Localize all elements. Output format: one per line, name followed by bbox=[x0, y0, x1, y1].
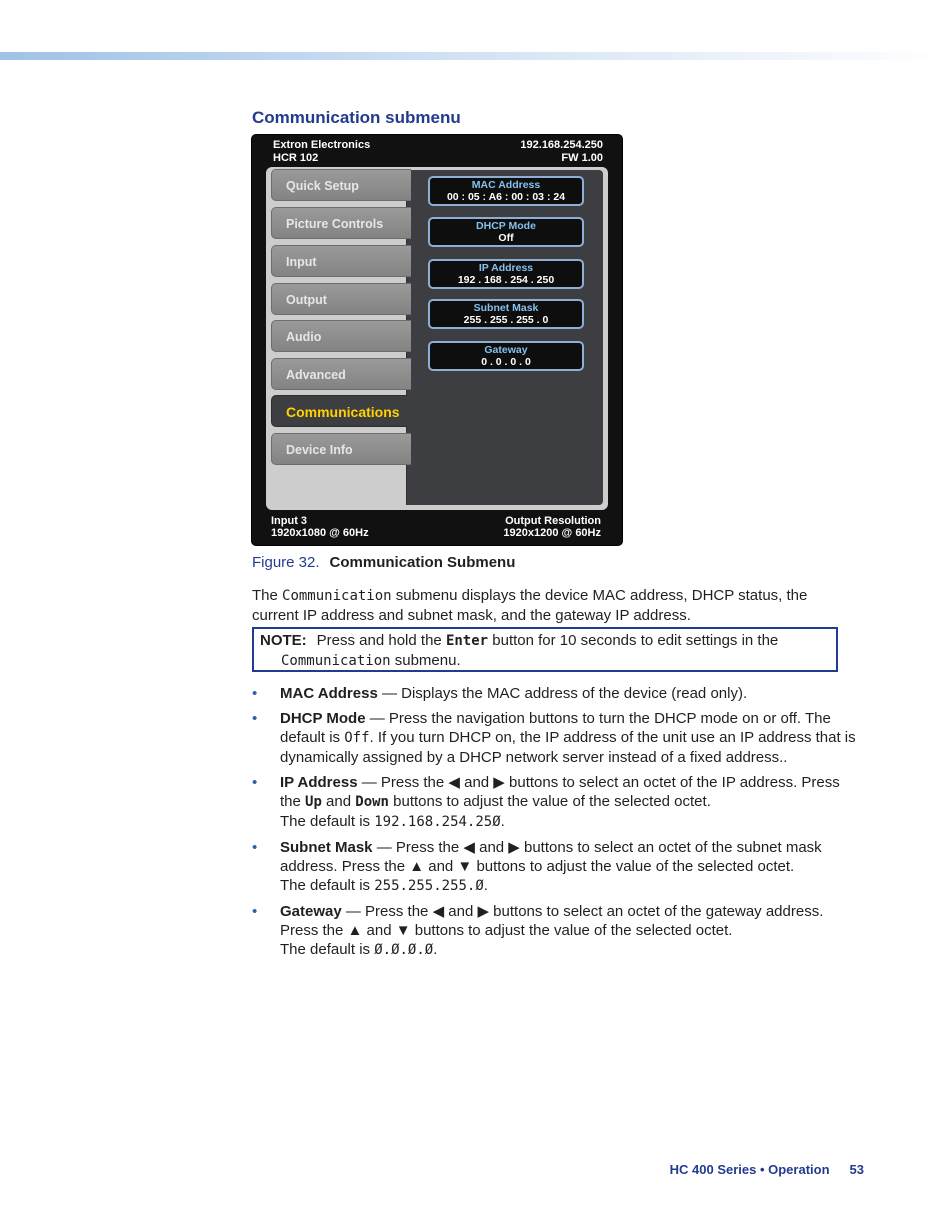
bullet-text: — Press the navigation buttons to turn the DHCP mode on or off. The default is bbox=[280, 710, 831, 746]
bullet-default-post: . bbox=[433, 941, 438, 958]
bullet-term: DHCP Mode bbox=[280, 710, 366, 727]
osd-fw: FW 1.00 bbox=[561, 151, 603, 164]
bullet-default-label: The default is bbox=[280, 877, 375, 894]
bullet-text: — Press the ◀ and ▶ buttons to select an octet of the subnet mask address. Press the ▲ and ▼ buttons to adjust the value of the selected octet. bbox=[280, 839, 822, 875]
bullet-subnet-mask bbox=[252, 838, 864, 896]
header-band bbox=[0, 52, 950, 60]
osd-menu-panel bbox=[266, 167, 608, 510]
osd-input-label: Input 3 bbox=[271, 515, 308, 527]
bullet-default-value: Ø.Ø.Ø.Ø bbox=[374, 942, 434, 958]
subnet-mask-field[interactable] bbox=[428, 299, 584, 329]
footer-series: HC 400 Series • Operation bbox=[669, 1162, 830, 1177]
field-label: IP Address bbox=[478, 262, 534, 274]
bullet-dot-icon: • bbox=[252, 710, 258, 727]
bullet-ip-address bbox=[252, 773, 864, 832]
menu-item-input[interactable]: Input bbox=[271, 245, 411, 277]
gateway-field[interactable] bbox=[428, 341, 584, 371]
figure-number: Figure 32. bbox=[252, 554, 320, 571]
bullet-default-label: The default is bbox=[280, 813, 375, 830]
osd-screen bbox=[252, 135, 622, 545]
field-value: 192 . 168 . 254 . 250 bbox=[457, 274, 555, 286]
osd-brand: Extron Electronics bbox=[273, 139, 371, 151]
bullet-dot-icon: • bbox=[252, 774, 258, 791]
bullet-mac-address bbox=[252, 684, 864, 703]
note-label: NOTE: bbox=[260, 632, 307, 649]
osd-ip: 192.168.254.250 bbox=[520, 139, 603, 151]
bullet-code-down: Down bbox=[355, 794, 389, 810]
intro-pre: The bbox=[252, 587, 283, 604]
bullet-text: — Press the ◀ and ▶ buttons to select an octet of the IP address. Press the bbox=[280, 774, 840, 810]
note-code-enter: Enter bbox=[445, 633, 489, 649]
osd-header-left bbox=[273, 139, 370, 164]
bullet-text: — Press the ◀ and ▶ buttons to select an octet of the gateway address. Press the ▲ and ▼ buttons to adjust the value of the selected octet. bbox=[280, 903, 824, 939]
field-value: 0 . 0 . 0 . 0 bbox=[481, 356, 531, 368]
bullet-code-up: Up bbox=[305, 794, 322, 810]
bullet-term: MAC Address bbox=[280, 685, 378, 702]
bullet-term: Gateway bbox=[280, 903, 342, 920]
intro-post: submenu displays the device MAC address, DHCP status, the current IP address and subnet mask, and the gateway IP address. bbox=[252, 587, 808, 624]
menu-item-picture-controls[interactable]: Picture Controls bbox=[271, 207, 411, 239]
menu-item-output[interactable]: Output bbox=[271, 283, 411, 315]
osd-output-label: Output Resolution bbox=[505, 515, 601, 527]
bullet-text: . If you turn DHCP on, the IP address of the unit use an IP address that is dynamically assigned by a DHCP network server instead of a fixed address.. bbox=[280, 729, 856, 766]
field-value: 00 : 05 : A6 : 00 : 03 : 24 bbox=[446, 191, 566, 203]
bullet-dot-icon: • bbox=[252, 685, 258, 702]
bullet-term: IP Address bbox=[280, 774, 358, 791]
osd-footer-input bbox=[271, 515, 369, 539]
osd-footer-output bbox=[503, 515, 601, 539]
section-title: Communication submenu bbox=[252, 108, 461, 127]
note-mid: button for 10 seconds to edit settings in the bbox=[488, 632, 779, 649]
bullet-dot-icon: • bbox=[252, 839, 258, 856]
field-value: Off bbox=[498, 232, 514, 244]
bullet-default-post: . bbox=[500, 813, 505, 830]
figure-title: Communication Submenu bbox=[329, 554, 516, 571]
note-pre: Press and hold the bbox=[316, 632, 446, 649]
osd-header-right bbox=[520, 139, 603, 164]
note-box bbox=[252, 627, 838, 672]
dhcp-mode-field[interactable] bbox=[428, 217, 584, 247]
bullet-dot-icon: • bbox=[252, 903, 258, 920]
field-label: DHCP Mode bbox=[476, 220, 536, 232]
page-footer bbox=[670, 1162, 864, 1177]
osd-input-resolution: 1920x1080 @ 60Hz bbox=[271, 527, 369, 539]
menu-item-communications[interactable]: Communications bbox=[271, 395, 407, 427]
menu-item-quick-setup[interactable]: Quick Setup bbox=[271, 169, 411, 201]
mac-address-field[interactable] bbox=[428, 176, 584, 206]
bullet-default-value: 255.255.255.Ø bbox=[374, 878, 484, 894]
bullet-gateway bbox=[252, 902, 864, 960]
menu-item-audio[interactable]: Audio bbox=[271, 320, 411, 352]
osd-content-pane bbox=[406, 170, 603, 505]
bullet-text: buttons to adjust the value of the selected octet. bbox=[388, 793, 711, 810]
bullet-code: Off bbox=[344, 730, 370, 746]
field-label: Subnet Mask bbox=[473, 302, 539, 314]
bullet-dhcp-mode bbox=[252, 709, 864, 767]
field-value: 255 . 255 . 255 . 0 bbox=[463, 314, 549, 326]
figure-caption bbox=[252, 554, 515, 571]
osd-output-resolution: 1920x1200 @ 60Hz bbox=[503, 527, 601, 539]
bullet-term: Subnet Mask bbox=[280, 839, 373, 856]
field-label: Gateway bbox=[484, 344, 528, 356]
bullet-default-post: . bbox=[483, 877, 488, 894]
note-post: submenu. bbox=[390, 652, 461, 669]
page-number: 53 bbox=[849, 1162, 864, 1177]
bullet-text: and bbox=[321, 793, 356, 810]
ip-address-field[interactable] bbox=[428, 259, 584, 289]
menu-item-advanced[interactable]: Advanced bbox=[271, 358, 411, 390]
note-code-communication: Communication bbox=[281, 653, 391, 669]
bullet-list bbox=[252, 684, 864, 966]
bullet-default-value: 192.168.254.25Ø bbox=[374, 814, 501, 830]
menu-item-device-info[interactable]: Device Info bbox=[271, 433, 411, 465]
field-label: MAC Address bbox=[471, 179, 541, 191]
bullet-text: — Displays the MAC address of the device (read only). bbox=[377, 685, 748, 702]
osd-model: HCR 102 bbox=[273, 151, 319, 164]
intro-paragraph bbox=[252, 586, 852, 625]
bullet-default-label: The default is bbox=[280, 941, 375, 958]
intro-code: Communication bbox=[282, 588, 392, 604]
